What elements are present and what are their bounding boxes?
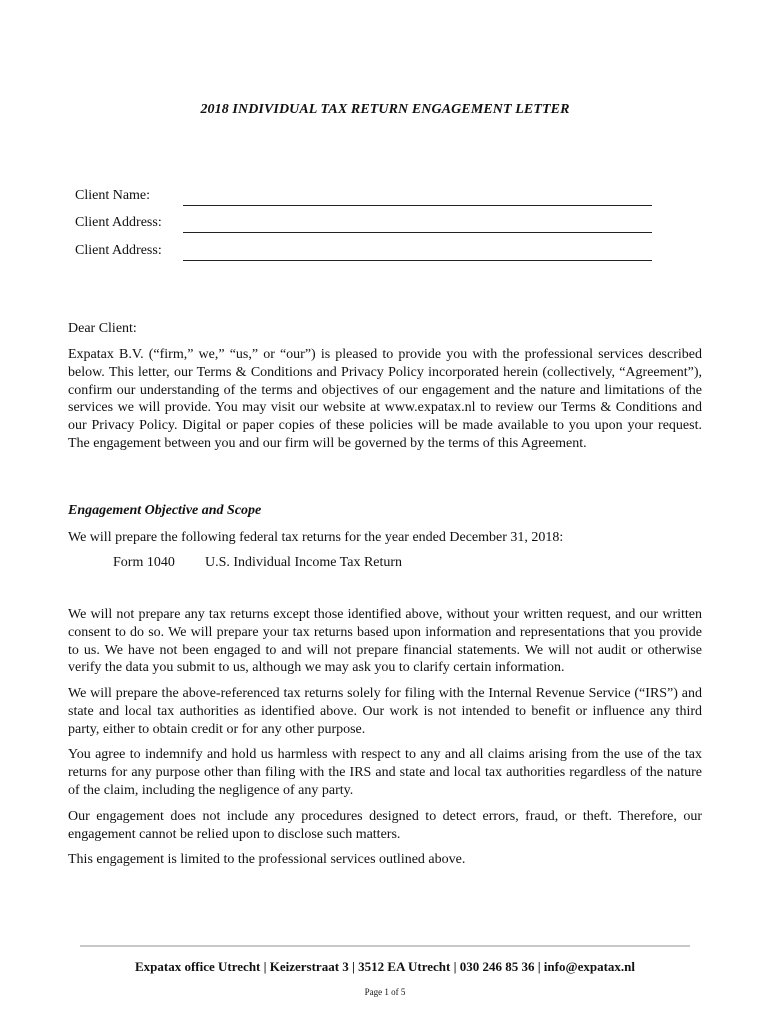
footer-divider <box>80 945 690 947</box>
client-address-field-2[interactable] <box>75 243 655 263</box>
paragraph-filing-purpose: We will prepare the above-referenced tax returns solely for filing with the Internal Revenue Service (“IRS”) and state and local tax authorities as identified above. Our work is not intended to benefit or influence any third party, either to obtain credit or for any other purpose. <box>68 686 702 737</box>
client-address-label-1: Client Address: <box>75 215 162 230</box>
form-row <box>113 555 402 571</box>
section-heading: Engagement Objective and Scope <box>68 503 262 518</box>
client-address-line-2[interactable] <box>183 260 652 261</box>
paragraph-scope-limits: We will not prepare any tax returns except those identified above, without your written request, and our written consent to do so. We will prepare your tax returns based upon information and representations that you provide to us. We have not been engaged to and will not prepare financial statements. We will not audit or otherwise verify the data you submit to us, although we may ask you to clarify certain information. <box>68 607 702 676</box>
paragraph-indemnify: You agree to indemnify and hold us harmless with respect to any and all claims arising from the use of the tax returns for any purpose other than filing with the IRS and state and local tax authorities regardless of the nature of the claim, including the negligence of any party. <box>68 747 702 798</box>
client-name-field[interactable] <box>75 188 655 208</box>
letter-title: 2018 INDIVIDUAL TAX RETURN ENGAGEMENT LETTER <box>200 102 570 117</box>
scope-intro: We will prepare the following federal tax returns for the year ended December 31, 2018: <box>68 530 564 545</box>
paragraph-fraud-detection: Our engagement does not include any procedures designed to detect errors, fraud, or theft. Therefore, our engagement cannot be relied upon to disclose such matters. <box>68 809 702 842</box>
client-address-field-1[interactable] <box>75 215 655 235</box>
client-name-label: Client Name: <box>75 188 151 203</box>
footer-contact: Expatax office Utrecht | Keizerstraat 3 | 3512 EA Utrecht | 030 246 85 36 | info@expatax.nl <box>134 959 635 974</box>
client-name-line[interactable] <box>183 205 652 206</box>
intro-paragraph: Expatax B.V. (“firm,” we,” “us,” or “our”) is pleased to provide you with the professional services described below. This letter, our Terms & Conditions and Privacy Policy incorporated herein (collectively, “Agreement”), confirm our understanding of the terms and objectives of our engagement and the nature and limitations of the services we will provide. You may visit our website at www.expatax.nl to review our Terms & Conditions and our Privacy Policy. Digital or paper copies of these policies will be made available to you upon your request. The engagement between you and our firm will be governed by the terms of this Agreement. <box>68 347 702 451</box>
form-description: U.S. Individual Income Tax Return <box>205 555 403 570</box>
page-number: Page 1 of 5 <box>364 987 406 997</box>
form-code: Form 1040 <box>113 555 175 570</box>
client-address-line-1[interactable] <box>183 232 652 233</box>
client-address-label-2: Client Address: <box>75 243 162 258</box>
salutation: Dear Client: <box>68 321 137 336</box>
paragraph-limited-services: This engagement is limited to the professional services outlined above. <box>68 852 466 867</box>
